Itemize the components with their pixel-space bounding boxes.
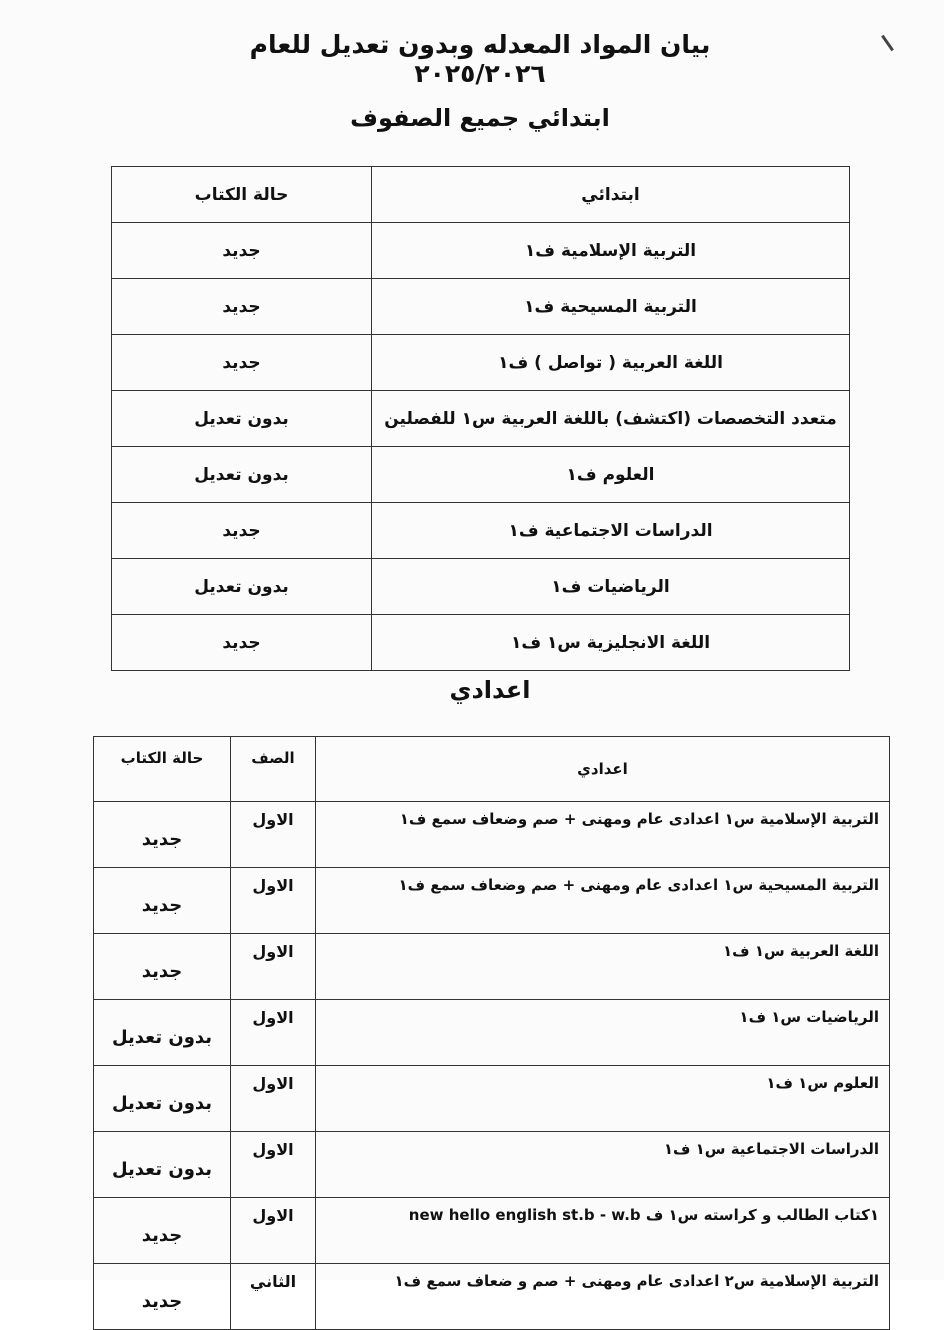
subject-cell: اللغة الانجليزية س١ ف١ <box>372 615 850 671</box>
subject-cell: التربية الإسلامية س١ اعدادى عام ومهنى + صم وضعاف سمع ف١ <box>316 802 890 868</box>
status-cell: بدون تعديل <box>94 1066 231 1132</box>
grade-cell: الاول <box>231 1132 316 1198</box>
subject-cell: الدراسات الاجتماعية س١ ف١ <box>316 1132 890 1198</box>
table-row <box>112 223 850 279</box>
table-row <box>112 279 850 335</box>
status-cell: بدون تعديل <box>112 447 372 503</box>
table-row <box>112 391 850 447</box>
subject-cell: العلوم ف١ <box>372 447 850 503</box>
subject-cell: التربية الإسلامية س٢ اعدادى عام ومهنى + صم و ضعاف سمع ف١ <box>316 1264 890 1330</box>
table-row <box>94 1264 890 1330</box>
table-row <box>94 1132 890 1198</box>
table-row <box>94 1066 890 1132</box>
table-header-row <box>94 737 890 802</box>
grade-cell: الاول <box>231 1066 316 1132</box>
subject-cell: الدراسات الاجتماعية ف١ <box>372 503 850 559</box>
status-cell: جديد <box>112 615 372 671</box>
status-cell: جديد <box>94 1198 231 1264</box>
subject-cell: اللغة العربية ( تواصل ) ف١ <box>372 335 850 391</box>
status-cell: بدون تعديل <box>112 391 372 447</box>
column-header-subject: اعدادي <box>316 737 890 802</box>
subject-cell: الرياضيات ف١ <box>372 559 850 615</box>
table-row <box>112 503 850 559</box>
subject-cell: متعدد التخصصات (اكتشف) باللغة العربية س١ للفصلين <box>372 391 850 447</box>
table-row <box>112 559 850 615</box>
grade-cell: الاول <box>231 802 316 868</box>
table-row <box>94 1000 890 1066</box>
status-cell: جديد <box>112 223 372 279</box>
grade-cell: الاول <box>231 1198 316 1264</box>
primary-books-table <box>111 166 850 671</box>
document-title: بيان المواد المعدله وبدون تعديل للعام ٢٠٢٥/٢٠٢٦ <box>249 30 711 88</box>
column-header-grade: الصف <box>231 737 316 802</box>
status-cell: جديد <box>94 1264 231 1330</box>
table-row <box>94 934 890 1000</box>
status-cell: جديد <box>94 802 231 868</box>
prep-section-title: اعدادي <box>449 676 531 704</box>
status-cell: جديد <box>112 503 372 559</box>
status-cell: بدون تعديل <box>94 1132 231 1198</box>
primary-section-title: ابتدائي جميع الصفوف <box>350 104 610 132</box>
table-row <box>94 1198 890 1264</box>
grade-cell: الاول <box>231 868 316 934</box>
table-row <box>94 802 890 868</box>
table-row <box>112 335 850 391</box>
status-cell: جديد <box>94 868 231 934</box>
column-header-status: حالة الكتاب <box>94 737 231 802</box>
grade-cell: الثاني <box>231 1264 316 1330</box>
table-row <box>112 615 850 671</box>
status-cell: بدون تعديل <box>112 559 372 615</box>
pen-mark <box>881 35 894 51</box>
column-header-subject: ابتدائي <box>372 167 850 223</box>
subject-cell: التربية المسيحية س١ اعدادى عام ومهنى + صم وضعاف سمع ف١ <box>316 868 890 934</box>
subject-cell: الرياضيات س١ ف١ <box>316 1000 890 1066</box>
table-header-row <box>112 167 850 223</box>
status-cell: جديد <box>112 335 372 391</box>
table-row <box>94 868 890 934</box>
subject-cell: التربية الإسلامية ف١ <box>372 223 850 279</box>
column-header-status: حالة الكتاب <box>112 167 372 223</box>
prep-books-table <box>93 736 890 1330</box>
grade-cell: الاول <box>231 1000 316 1066</box>
subject-cell: ١كتاب الطالب و كراسته س١ ف new hello english st.b - w.b <box>316 1198 890 1264</box>
status-cell: جديد <box>94 934 231 1000</box>
grade-cell: الاول <box>231 934 316 1000</box>
subject-cell: العلوم س١ ف١ <box>316 1066 890 1132</box>
subject-cell: التربية المسيحية ف١ <box>372 279 850 335</box>
status-cell: جديد <box>112 279 372 335</box>
subject-cell: اللغة العربية س١ ف١ <box>316 934 890 1000</box>
status-cell: بدون تعديل <box>94 1000 231 1066</box>
table-row <box>112 447 850 503</box>
